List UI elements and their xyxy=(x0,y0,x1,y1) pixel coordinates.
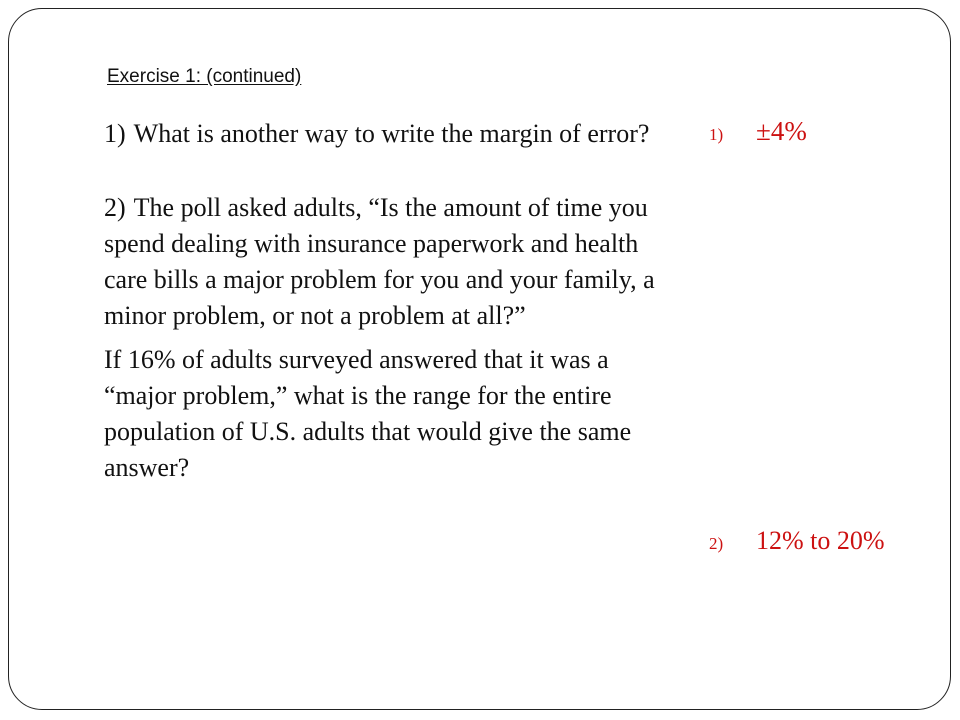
question-2-followup: If 16% of adults surveyed answered that it was a “major problem,” what is the range for the entire population of U.S. adults that would give the same answer? xyxy=(104,345,632,482)
question-1-text: What is another way to write the margin of error? xyxy=(133,119,650,148)
slide-title: Exercise 1: (continued) xyxy=(107,66,302,87)
answer-2 xyxy=(709,526,885,556)
question-2 xyxy=(104,190,664,334)
answer-1 xyxy=(709,116,807,147)
answer-2-text: 12% to 20% xyxy=(756,526,885,555)
answer-1-text: ±4% xyxy=(756,116,807,146)
question-1 xyxy=(104,116,664,152)
question-2-text: The poll asked adults, “Is the amount of time you spend dealing with insurance paperwork and health care bills a major problem for you and your family, a minor problem, or not a problem at all?” xyxy=(104,193,655,330)
questions-column xyxy=(104,116,664,486)
answer-2-number: 2) xyxy=(709,534,724,553)
question-2-number: 2) xyxy=(104,193,126,222)
question-1-number: 1) xyxy=(104,119,126,148)
answer-1-number: 1) xyxy=(709,125,724,144)
